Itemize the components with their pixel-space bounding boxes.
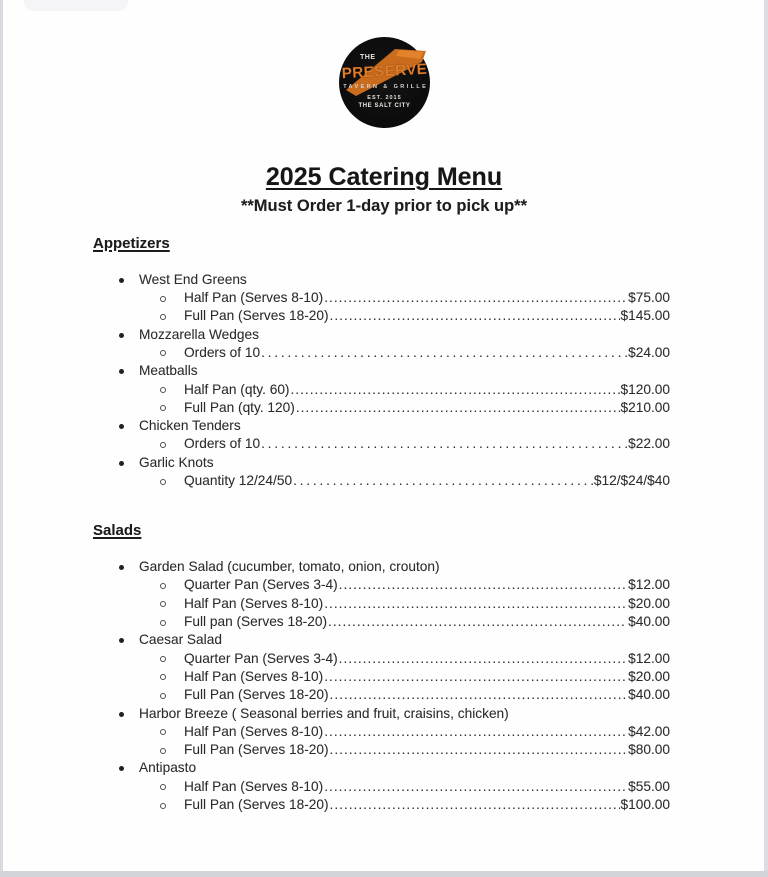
- logo-city-text: THE SALT CITY: [358, 103, 411, 109]
- page-edge-left: [0, 0, 3, 877]
- menu-item-name: Meatballs: [139, 363, 198, 379]
- dot-leader: [328, 613, 627, 631]
- menu-option-row: [0, 381, 768, 399]
- section-heading: Salads: [93, 522, 142, 540]
- option-label: Orders of 10: [184, 436, 261, 452]
- menu-option-row: [0, 741, 768, 759]
- option-price: $80.00: [628, 742, 670, 758]
- option-price: $210.00: [620, 399, 670, 415]
- menu-item-name: Mozzarella Wedges: [139, 326, 259, 342]
- circle-bullet-icon: [160, 405, 166, 411]
- menu-option-row: [0, 613, 768, 631]
- page-subtitle: **Must Order 1-day prior to pick up**: [240, 197, 528, 215]
- restaurant-logo: [339, 37, 430, 128]
- menu-option-row: [0, 723, 768, 741]
- bullet-icon: [119, 369, 124, 374]
- dot-leader: [339, 650, 627, 668]
- dot-leader: [291, 381, 620, 399]
- option-price: $100.00: [620, 797, 670, 813]
- option-price: $20.00: [628, 668, 670, 684]
- bullet-icon: [119, 461, 124, 466]
- menu-item-name: Harbor Breeze ( Seasonal berries and fruit, craisins, chicken): [139, 705, 509, 721]
- dot-leader: [339, 576, 627, 594]
- menu-option-row: [0, 435, 768, 453]
- circle-bullet-icon: [160, 442, 166, 448]
- dot-leader: [324, 595, 627, 613]
- circle-bullet-icon: [160, 803, 166, 809]
- option-label: Full pan (Serves 18-20): [184, 614, 328, 630]
- circle-bullet-icon: [160, 674, 166, 680]
- dot-leader: [324, 723, 627, 741]
- option-label: Quarter Pan (Serves 3-4): [184, 577, 338, 593]
- menu-item-row: [0, 271, 768, 289]
- circle-bullet-icon: [160, 601, 166, 607]
- menu-option-row: [0, 289, 768, 307]
- circle-bullet-icon: [160, 656, 166, 662]
- menu-section: [0, 522, 768, 814]
- option-label: Quantity 12/24/50: [184, 473, 293, 489]
- menu-item-name: Garden Salad (cucumber, tomato, onion, crouton): [139, 559, 440, 575]
- menu-item-name: Chicken Tenders: [139, 418, 241, 434]
- circle-bullet-icon: [160, 784, 166, 790]
- menu-section: [0, 235, 768, 490]
- option-price: $55.00: [628, 778, 670, 794]
- circle-bullet-icon: [160, 748, 166, 754]
- dot-leader: [330, 686, 628, 704]
- logo-est-text: EST. 2015: [367, 95, 402, 101]
- dot-leader: [330, 796, 620, 814]
- menu-option-row: [0, 686, 768, 704]
- option-price: $120.00: [620, 381, 670, 397]
- dot-leader: [324, 668, 627, 686]
- dot-leader: [330, 741, 628, 759]
- circle-bullet-icon: [160, 350, 166, 356]
- scan-artifact-top: [24, 0, 128, 11]
- option-label: Half Pan (Serves 8-10): [184, 595, 324, 611]
- dot-leader: [293, 472, 593, 490]
- logo-the-text: THE: [360, 54, 376, 61]
- dot-leader: [324, 778, 627, 796]
- option-label: Full Pan (qty. 120): [184, 399, 295, 415]
- option-label: Full Pan (Serves 18-20): [184, 797, 329, 813]
- option-price: $20.00: [628, 595, 670, 611]
- dot-leader: [296, 399, 620, 417]
- menu-option-row: [0, 472, 768, 490]
- option-label: Half Pan (Serves 8-10): [184, 290, 324, 306]
- circle-bullet-icon: [160, 729, 166, 735]
- menu-item-row: [0, 705, 768, 723]
- menu-option-row: [0, 307, 768, 325]
- circle-bullet-icon: [160, 583, 166, 589]
- option-price: $12.00: [628, 577, 670, 593]
- menu-item-row: [0, 558, 768, 576]
- circle-bullet-icon: [160, 296, 166, 302]
- option-price: $22.00: [628, 436, 670, 452]
- menu-item-row: [0, 454, 768, 472]
- bullet-icon: [119, 712, 124, 717]
- option-label: Full Pan (Serves 18-20): [184, 742, 329, 758]
- option-price: $40.00: [628, 614, 670, 630]
- option-label: Half Pan (Serves 8-10): [184, 778, 324, 794]
- logo-name-text: PRESERVE: [341, 60, 428, 83]
- menu-sections: [0, 235, 768, 814]
- bullet-icon: [119, 766, 124, 771]
- menu-item-row: [0, 631, 768, 649]
- circle-bullet-icon: [160, 314, 166, 320]
- option-label: Half Pan (qty. 60): [184, 381, 290, 397]
- bullet-icon: [119, 424, 124, 429]
- menu-option-row: [0, 796, 768, 814]
- option-price: $75.00: [628, 290, 670, 306]
- menu-item-name: Garlic Knots: [139, 454, 214, 470]
- menu-item-row: [0, 759, 768, 777]
- dot-leader: [324, 289, 627, 307]
- section-rows: [0, 271, 768, 491]
- bullet-icon: [119, 638, 124, 643]
- option-price: $12.00: [628, 650, 670, 666]
- option-label: Half Pan (Serves 8-10): [184, 668, 324, 684]
- bullet-icon: [119, 278, 124, 283]
- bullet-icon: [119, 333, 124, 338]
- menu-option-row: [0, 576, 768, 594]
- circle-bullet-icon: [160, 620, 166, 626]
- option-price: $12/$24/$40: [593, 473, 670, 489]
- menu-item-row: [0, 326, 768, 344]
- section-rows: [0, 558, 768, 814]
- option-price: $24.00: [628, 344, 670, 360]
- option-price: $40.00: [628, 687, 670, 703]
- circle-bullet-icon: [160, 387, 166, 393]
- menu-option-row: [0, 668, 768, 686]
- dot-leader: [261, 344, 627, 362]
- menu-option-row: [0, 595, 768, 613]
- menu-option-row: [0, 778, 768, 796]
- menu-option-row: [0, 344, 768, 362]
- menu-option-row: [0, 650, 768, 668]
- page-edge-bottom: [0, 871, 768, 877]
- option-price: $42.00: [628, 723, 670, 739]
- circle-bullet-icon: [160, 479, 166, 485]
- dot-leader: [261, 435, 627, 453]
- option-label: Full Pan (Serves 18-20): [184, 687, 329, 703]
- page-edge-right: [764, 0, 768, 877]
- menu-item-name: West End Greens: [139, 271, 247, 287]
- option-label: Full Pan (Serves 18-20): [184, 308, 329, 324]
- logo-tagline-text: TAVERN & GRILLE: [343, 84, 429, 90]
- page-title: 2025 Catering Menu: [265, 163, 503, 191]
- bullet-icon: [119, 565, 124, 570]
- option-label: Half Pan (Serves 8-10): [184, 723, 324, 739]
- circle-bullet-icon: [160, 693, 166, 699]
- logo-swoosh-icon: [339, 37, 430, 128]
- menu-item-name: Caesar Salad: [139, 632, 222, 648]
- option-price: $145.00: [620, 308, 670, 324]
- menu-item-row: [0, 362, 768, 380]
- option-label: Quarter Pan (Serves 3-4): [184, 650, 338, 666]
- option-label: Orders of 10: [184, 344, 261, 360]
- dot-leader: [330, 307, 620, 325]
- menu-item-row: [0, 417, 768, 435]
- menu-option-row: [0, 399, 768, 417]
- section-heading: Appetizers: [93, 235, 170, 252]
- menu-item-name: Antipasto: [139, 760, 197, 776]
